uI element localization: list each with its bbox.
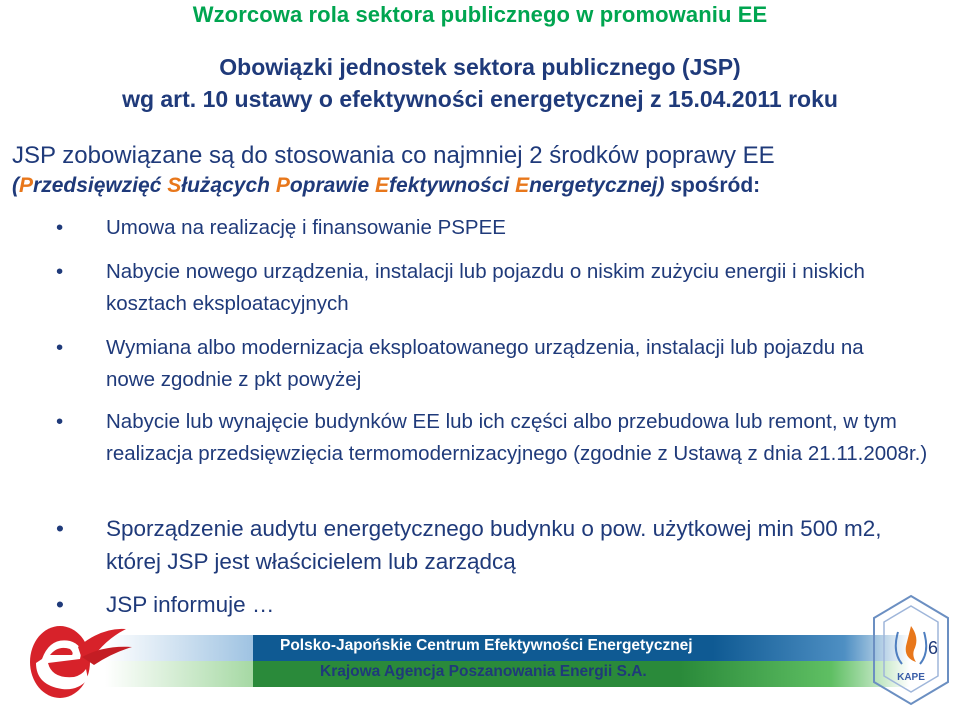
bullet-dot: • bbox=[56, 216, 64, 239]
intro-word-2: łużących bbox=[181, 174, 276, 197]
bullet-item-6 bbox=[56, 588, 946, 621]
bullet-text: Nabycie nowego urządzenia, instalacji lub pojazdu o niskim zużyciu energii i niskich kosztach eksploatacyjnych bbox=[106, 260, 865, 315]
bullet-dot: • bbox=[56, 592, 64, 617]
intro-initial-e: E bbox=[375, 174, 390, 197]
subtitle-line-2: wg art. 10 ustawy o efektywności energetycznej z 15.04.2011 roku bbox=[122, 86, 838, 112]
bullet-item-4 bbox=[56, 406, 936, 470]
kape-logo-icon bbox=[868, 592, 954, 708]
logo-flame bbox=[906, 626, 917, 662]
bullet-dot: • bbox=[56, 336, 64, 359]
intro-initial-p: P bbox=[19, 174, 34, 197]
bullet-item-5 bbox=[56, 512, 936, 578]
intro-initial-e2: E bbox=[515, 174, 530, 197]
bullet-dot: • bbox=[56, 260, 64, 283]
logo-curve-left bbox=[896, 632, 902, 664]
bullet-item-1 bbox=[56, 212, 946, 244]
intro-word-1: rzedsięwzięć bbox=[33, 174, 168, 197]
logo-curve-right bbox=[920, 632, 926, 664]
e-logo-icon bbox=[22, 607, 142, 707]
intro-initial-p2: P bbox=[275, 174, 290, 197]
intro-line-1: JSP zobowiązane są do stosowania co najmniej 2 środków poprawy EE bbox=[12, 142, 775, 169]
bullet-text: Sporządzenie audytu energetycznego budynku o pow. użytkowej min 500 m2, której JSP jest właścicielem lub zarządcą bbox=[106, 516, 882, 574]
intro-word-4: fektywności bbox=[389, 174, 516, 197]
bullet-text: Nabycie lub wynajęcie budynków EE lub ich części albo przebudowa lub remont, w tym realizacja przedsięwzięcia termomodernizacyjnego (zgodnie z Ustawą z dnia 21.11.2008r.) bbox=[106, 410, 928, 465]
page-number: 6 bbox=[928, 638, 939, 658]
bullet-item-2 bbox=[56, 256, 906, 320]
intro-initial-s: S bbox=[167, 174, 182, 197]
bullet-text: Wymiana albo modernizacja eksploatowanego urządzenia, instalacji lub pojazdu na nowe zgodnie z pkt powyżej bbox=[106, 336, 864, 391]
intro-word-5: nergetycznej) bbox=[529, 174, 665, 197]
intro-open-paren: ( bbox=[12, 174, 19, 197]
bullet-dot: • bbox=[56, 410, 64, 433]
bullet-item-3 bbox=[56, 332, 916, 396]
bullet-dot: • bbox=[56, 516, 64, 541]
agency-name: Krajowa Agencja Poszanowania Energii S.A. bbox=[320, 663, 647, 680]
bullet-text: Umowa na realizację i finansowanie PSPEE bbox=[106, 216, 506, 239]
bullet-text: JSP informuje … bbox=[106, 592, 275, 617]
center-name: Polsko-Japońskie Centrum Efektywności Energetycznej bbox=[280, 637, 693, 654]
intro-tail: spośród: bbox=[664, 174, 761, 197]
subtitle-line-1: Obowiązki jednostek sektora publicznego (JSP) bbox=[219, 54, 741, 80]
intro-line-2 bbox=[12, 174, 760, 198]
slide-title: Wzorcowa rola sektora publicznego w promowaniu EE bbox=[192, 2, 768, 27]
logo-text: KAPE bbox=[897, 672, 925, 683]
intro-word-3: oprawie bbox=[289, 174, 376, 197]
